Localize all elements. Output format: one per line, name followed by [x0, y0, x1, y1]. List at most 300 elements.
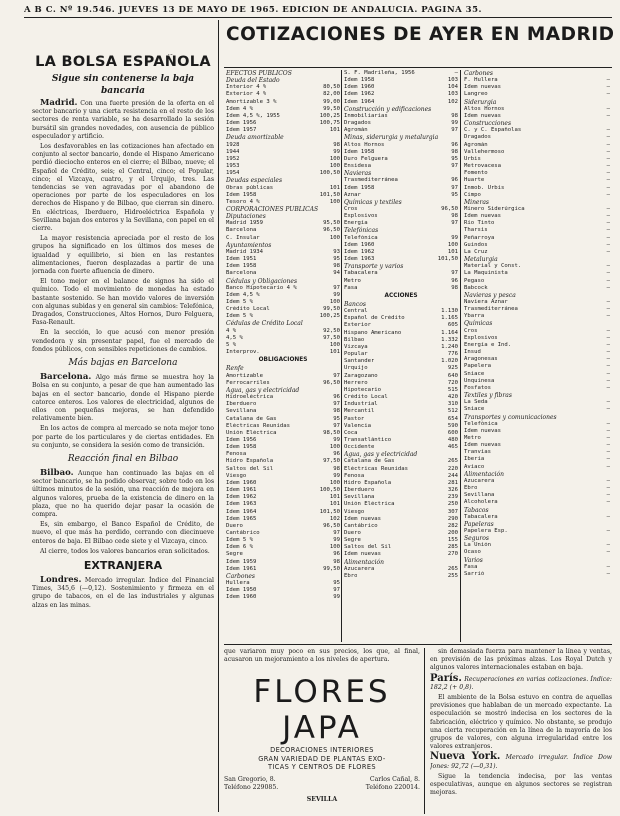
- quote-value: 97,50: [323, 334, 340, 341]
- quote-name: F. Hullera: [464, 77, 498, 84]
- quote-value: 97: [333, 530, 340, 536]
- quote-name: Idem 5 %: [226, 313, 253, 320]
- quote-value: 98: [451, 284, 458, 291]
- quote-name: Alcoholera: [464, 499, 498, 506]
- quote-value: —: [606, 542, 610, 549]
- quote-value: 100: [329, 544, 340, 551]
- quote-name: Inmobiliarias: [344, 112, 388, 119]
- quote-row: [344, 401, 458, 408]
- quote-name: Idem 1958: [344, 184, 375, 191]
- quote-value: 96,50: [323, 227, 340, 234]
- quote-row: [344, 466, 458, 473]
- quote-name: Fosfatos: [464, 384, 491, 391]
- quote-row: [226, 416, 340, 423]
- quote-row: [226, 235, 340, 242]
- quote-row: [464, 299, 610, 306]
- quote-name: Hidro Española: [226, 458, 274, 465]
- quote-value: 100: [329, 299, 340, 305]
- quote-row: [226, 523, 340, 530]
- quote-value: 720: [447, 379, 458, 386]
- quote-row: [464, 278, 610, 285]
- section-heading: Bancos: [344, 301, 366, 308]
- quote-row: [226, 342, 340, 349]
- quote-name: 1944: [226, 148, 240, 155]
- quote-name: Ocaso: [464, 549, 481, 556]
- quote-value: 97,50: [323, 458, 340, 465]
- quote-name: Transatlántico: [344, 436, 392, 443]
- paragraph: Los desfavorables en las cotizaciones han afectado en conjunto al sector bancario, donde el Hispano Americano perdió dieciocho enteros en el cierre; el Bilbao, nueve; el Español de Crédito, seis; el Central, cinco; el Popular, cinco; el Vizcaya, cuatro, y el Urquijo, tres. Las tendencias se ven agravadas por el abandono de operaciones por parte de los especuladores en los derechos de Hispano y de Bilbao, que cierran sin dinero. En eléctricas, Iberduero, Hidroeléctrica Española y Sevillana bajan dos enteros y la Sevillana, con papel en el cierre.: [32, 143, 214, 233]
- quote-name: 5 %: [226, 341, 237, 348]
- barcelona-heading: Más bajas en Barcelona: [68, 358, 178, 369]
- quote-row: [344, 516, 458, 523]
- quote-row: [464, 435, 610, 442]
- quote-value: 605: [447, 322, 458, 329]
- quote-name: 1952: [226, 155, 240, 162]
- quote-row: [344, 523, 458, 530]
- quote-value: 99,50: [323, 565, 340, 572]
- quote-name: Babcock: [464, 284, 488, 291]
- cotizaciones-title: COTIZACIONES DE AYER EN MADRID: [226, 24, 615, 45]
- quote-name: Huarte: [464, 177, 485, 184]
- quote-name: Aragonesas: [464, 356, 498, 363]
- quote-row: [226, 473, 340, 480]
- quote-value: 98: [333, 408, 340, 415]
- quote-name: Telefónica: [464, 420, 498, 427]
- quote-name: Fenosa: [226, 451, 247, 458]
- quote-name: Ebro: [344, 572, 358, 579]
- quote-name: Idem 1962: [344, 248, 375, 255]
- quote-name: Langreo: [464, 91, 488, 98]
- quote-row: [464, 77, 610, 84]
- ad-lead-text: que variaron muy poco en sus precios, los que, al final, acusaron un mejoramiento a los niveles de apertura.: [224, 648, 420, 663]
- quote-value: 98: [333, 465, 340, 472]
- section-heading: Telefónicas: [344, 227, 379, 235]
- quote-value: —: [606, 134, 610, 141]
- quote-name: Explosivos: [464, 334, 498, 341]
- quote-row: [226, 313, 340, 320]
- quote-value: 104: [447, 84, 458, 91]
- paragraph: Sigue la tendencia indecisa, por las ventas especulativas, aunque en algunos sectores se registran mejoras.: [430, 772, 612, 797]
- quote-name: Trasmediterránea: [464, 306, 518, 313]
- quote-name: Idem 1958: [226, 444, 257, 451]
- quote-value: —: [606, 313, 610, 320]
- quote-value: —: [606, 163, 610, 170]
- quote-value: 100: [329, 341, 340, 348]
- quote-value: —: [606, 170, 610, 177]
- quote-name: Idem 1958: [344, 148, 375, 155]
- quote-value: 101,50: [437, 256, 458, 263]
- quote-name: Idem 1956: [226, 436, 257, 443]
- quote-name: Idem 1950: [226, 587, 257, 594]
- quote-value: 99,50: [323, 306, 340, 313]
- quote-value: —: [606, 449, 610, 456]
- quote-row: [464, 385, 610, 392]
- quote-value: 96: [451, 177, 458, 184]
- quote-row: [344, 487, 458, 494]
- quote-name: Trasmediterránea: [344, 177, 398, 184]
- quote-name: Vizcaya: [344, 343, 368, 350]
- quote-row: [344, 365, 458, 372]
- quote-name: Mercantil: [344, 408, 375, 415]
- paragraph: sin demasiada fuerza para mantener la línea y ventas, en previsión de las próximas alzas. Los Royal Dutch y algunos valores internacionales estaban en baja.: [430, 648, 612, 672]
- section-heading: CORPORACIONES PUBLICAS: [226, 205, 319, 213]
- barcelona-paragraph: Barcelona. Algo más firme se muestra hoy la Bolsa en su conjunto, a pesar de que han aumentado las bajas en el sector bancario, donde el Hispano pierde catorce enteros. Los valores de electricidad, algunos de ellos con pequeñas mejoras, se han defendido relativamente bien.: [32, 372, 214, 423]
- quote-name: Papelera: [464, 363, 491, 370]
- quote-row: [226, 437, 340, 444]
- quote-row: [464, 371, 610, 378]
- quote-name: Fasa: [344, 284, 358, 291]
- quote-row: [344, 509, 458, 516]
- quote-row: [226, 256, 340, 263]
- quote-value: 1.130: [441, 308, 458, 315]
- quote-value: 99: [333, 436, 340, 443]
- quote-row: [226, 516, 340, 523]
- quote-row: [344, 177, 458, 184]
- quote-value: 96,50: [323, 379, 340, 386]
- quote-value: —: [606, 248, 610, 255]
- quote-value: 101,50: [319, 508, 340, 515]
- quote-value: 101: [447, 248, 458, 255]
- quote-row: [344, 473, 458, 480]
- quote-row: [226, 394, 340, 401]
- acciones-heading: ACCIONES: [384, 292, 418, 299]
- obligaciones-heading: OBLIGACIONES: [258, 357, 308, 364]
- quote-name: Valencia: [344, 422, 371, 429]
- quote-row: [344, 242, 458, 249]
- quote-value: —: [606, 306, 610, 313]
- quote-row: [344, 530, 458, 537]
- paris-city: París.: [430, 672, 462, 684]
- quote-row: [344, 120, 458, 127]
- quote-value: —: [606, 456, 610, 463]
- quote-value: 590: [447, 422, 458, 429]
- quote-row: [226, 401, 340, 408]
- quote-row: [344, 373, 458, 380]
- quote-value: 239: [447, 494, 458, 501]
- quote-value: —: [606, 91, 610, 98]
- section-heading: Carbones: [464, 70, 493, 77]
- quote-name: Hidro Española: [344, 479, 392, 486]
- section-heading: Construcción y edificaciones: [344, 105, 432, 113]
- quote-name: Segre: [226, 551, 243, 558]
- quote-value: —: [606, 277, 610, 284]
- quote-name: Idem nuevas: [464, 213, 502, 220]
- ad-line: TICAS Y CENTROS DE FLORES: [268, 763, 376, 771]
- quote-value: —: [606, 363, 610, 370]
- quote-name: Río Tinto: [464, 220, 495, 227]
- quote-row: [464, 421, 610, 428]
- quote-value: —: [606, 84, 610, 91]
- quote-name: Tabacalera: [344, 270, 378, 277]
- quote-value: 95: [333, 256, 340, 263]
- section-heading: Tabacos: [464, 506, 489, 514]
- quote-name: Fenosa: [344, 472, 365, 479]
- ad-line: GRAN VARIEDAD DE PLANTAS EXO-: [258, 754, 386, 763]
- quote-name: Occidente: [344, 444, 375, 451]
- quote-name: Naviera Aznar: [464, 299, 508, 305]
- quote-row: [464, 213, 610, 220]
- quotes-bottom-rule: [224, 644, 612, 645]
- quote-name: Madrid 1934: [226, 248, 264, 255]
- quote-value: 250: [447, 501, 458, 508]
- quote-name: Sevillana: [226, 408, 257, 415]
- quote-name: Idem 1958: [344, 77, 375, 84]
- quote-value: —: [606, 263, 610, 270]
- quote-value: 200: [447, 530, 458, 536]
- quote-row: [226, 444, 340, 451]
- quote-row: [344, 256, 458, 263]
- quote-name: Dragados: [344, 120, 371, 127]
- quote-name: Duero: [226, 522, 243, 529]
- quote-value: —: [606, 492, 610, 499]
- quote-row: [226, 544, 340, 551]
- paragraph: Es, sin embargo, el Banco Español de Crédito, de nuevo, el que más ha perdido, cerrando con diecinueve enteros de baja. El Bilbao cede siete y el Vizcaya, cinco.: [32, 521, 214, 545]
- quote-name: La Unión: [464, 542, 491, 549]
- quote-value: 282: [447, 522, 458, 529]
- quote-row: [344, 408, 458, 415]
- quote-value: —: [606, 356, 610, 363]
- section-heading: EFECTOS PUBLICOS: [226, 70, 292, 77]
- quote-row: [226, 199, 340, 206]
- quote-row: [344, 142, 458, 149]
- quote-name: Urquijo: [344, 365, 368, 372]
- bolsa-column: [32, 54, 214, 814]
- quote-row: [226, 220, 340, 227]
- quote-row: [464, 428, 610, 435]
- quote-row: [464, 227, 610, 234]
- quote-value: 270: [447, 551, 458, 558]
- paris-paragraph: París. Recuperaciones en varias cotizaciones. Índice: 182,2 (+ 0,8).: [430, 672, 612, 691]
- quote-name: Interprov.: [226, 349, 260, 356]
- quote-name: Azucarera: [344, 565, 375, 572]
- quote-row: [464, 106, 610, 113]
- quote-name: Catalana de Gas: [344, 458, 395, 465]
- quote-name: Iberduero: [344, 487, 375, 494]
- quote-value: 654: [447, 415, 458, 422]
- quote-row: [344, 480, 458, 487]
- quote-row: [344, 113, 458, 120]
- section-heading: Alimentación: [344, 558, 385, 566]
- quote-row: [464, 542, 610, 549]
- quote-value: 96: [333, 551, 340, 558]
- quote-name: Catalana de Gas: [226, 415, 277, 422]
- quote-name: Industrial: [344, 401, 378, 408]
- quote-row: [226, 494, 340, 501]
- londres-city: Londres.: [40, 574, 82, 585]
- quote-row: [226, 299, 340, 306]
- quote-name: Ensidesa: [344, 163, 371, 170]
- quote-name: Agromán: [344, 127, 368, 134]
- quote-row: [464, 170, 610, 177]
- quote-value: 265: [447, 458, 458, 465]
- quote-value: 101: [329, 501, 340, 508]
- quote-value: 99: [451, 234, 458, 241]
- quote-name: Barcelona: [226, 270, 257, 277]
- quote-name: Idem 1960: [226, 594, 257, 601]
- quote-value: 1.020: [441, 358, 458, 365]
- quote-row: [464, 399, 610, 406]
- quote-name: Ferrocarriles: [226, 379, 270, 386]
- quote-value: —: [606, 155, 610, 162]
- quote-row: [344, 380, 458, 387]
- quote-name: La Maquinista: [464, 270, 508, 277]
- quote-value: —: [606, 485, 610, 492]
- quote-row: [464, 235, 610, 242]
- quote-name: Madrid 1959: [226, 220, 264, 227]
- quote-row: [344, 537, 458, 544]
- quote-name: Hullera: [226, 580, 250, 587]
- quote-row: [226, 487, 340, 494]
- paragraph: La mayor resistencia apreciada por el resto de los grupos ha significado en los últimos dos meses de igualdad y equilibrio, si bien en las restantes alimentaciones, fueron desplazadas a partir de una jornada con fuerte afluencia de dinero.: [32, 235, 214, 276]
- quote-row: [226, 285, 340, 292]
- quote-value: 95: [451, 191, 458, 198]
- quote-value: 97: [333, 587, 340, 594]
- quote-row: [344, 70, 458, 77]
- quote-row: [344, 458, 458, 465]
- quote-name: Idem 1963: [226, 501, 257, 508]
- quote-row: [344, 430, 458, 437]
- quote-name: Metro: [464, 434, 481, 441]
- quote-name: Idem 1958: [226, 191, 257, 198]
- quote-value: 95: [333, 415, 340, 422]
- quote-name: Obras públicas: [226, 184, 274, 191]
- quote-value: —: [606, 370, 610, 377]
- quote-value: 97: [451, 163, 458, 170]
- quote-row: [464, 342, 610, 349]
- quote-name: Popular: [344, 351, 368, 358]
- ad-logo: FLORES JAPA: [253, 674, 391, 746]
- quote-name: Idem 1958: [226, 263, 257, 270]
- quote-row: [344, 249, 458, 256]
- quote-row: [226, 106, 340, 113]
- madrid-city: Madrid.: [40, 98, 78, 108]
- quote-row: [344, 330, 458, 337]
- quote-row: [344, 278, 458, 285]
- section-heading: Mineras: [464, 198, 490, 206]
- quote-value: 97: [451, 184, 458, 191]
- quote-name: Idem 6 %: [226, 544, 253, 551]
- quote-row: [344, 387, 458, 394]
- quote-name: Tesoro 4 %: [226, 198, 260, 205]
- quote-name: Idem 1960: [344, 241, 375, 248]
- quote-name: Crédito Local: [344, 394, 388, 401]
- quote-name: Idem nuevas: [344, 515, 382, 522]
- quote-row: [464, 456, 610, 463]
- section-heading: Agua, gas y electricidad: [226, 386, 300, 394]
- quote-value: 255: [447, 572, 458, 579]
- section-heading: Carbones: [226, 572, 255, 580]
- quote-value: —: [454, 70, 458, 76]
- bolsa-title: LA BOLSA ESPAÑOLA: [35, 54, 211, 70]
- quote-row: [226, 458, 340, 465]
- quote-name: Saltos del Sil: [344, 544, 392, 551]
- quote-row: [464, 349, 610, 356]
- quote-value: 100,25: [319, 313, 340, 320]
- quote-value: 925: [447, 365, 458, 372]
- quote-name: Papelera Esp.: [464, 528, 508, 534]
- quote-value: 155: [447, 537, 458, 544]
- quote-value: —: [606, 141, 610, 148]
- quote-name: Idem nuevas: [464, 84, 502, 91]
- quote-row: [226, 263, 340, 270]
- quote-value: —: [606, 213, 610, 220]
- quote-value: —: [606, 77, 610, 84]
- quote-value: 776: [447, 351, 458, 358]
- quote-name: Duro Felguera: [344, 155, 388, 162]
- quote-row: [464, 356, 610, 363]
- quote-value: 96: [451, 277, 458, 284]
- quote-name: Idem 1964: [344, 98, 375, 105]
- quote-name: Idem 1962: [344, 91, 375, 98]
- quote-row: [464, 91, 610, 98]
- quote-value: 96: [333, 451, 340, 458]
- section-heading: Navieras: [344, 170, 372, 178]
- quote-value: 92,50: [323, 327, 340, 334]
- quote-name: Ebro: [464, 485, 478, 492]
- quote-name: Central: [344, 308, 368, 315]
- quote-row: [464, 249, 610, 256]
- quote-value: 101: [329, 494, 340, 501]
- quote-value: 326: [447, 487, 458, 494]
- section-heading: Químicas: [464, 320, 493, 328]
- quote-value: 99: [333, 148, 340, 155]
- section-heading: Renfe: [226, 365, 244, 373]
- section-heading: Varios: [464, 556, 483, 564]
- quote-value: 1.240: [441, 343, 458, 350]
- quote-row: [464, 285, 610, 292]
- quote-name: Segre: [344, 537, 361, 544]
- quote-value: 99: [333, 472, 340, 479]
- quote-value: —: [606, 184, 610, 191]
- quote-name: Sevillana: [344, 494, 375, 501]
- bolsa-subtitle: Sigue sin contenerse la baja bancaria: [51, 74, 195, 96]
- quote-value: —: [606, 299, 610, 305]
- quote-row: [464, 149, 610, 156]
- quote-value: 98: [333, 141, 340, 148]
- quote-row: [344, 444, 458, 451]
- quote-name: Idem nuevas: [464, 442, 502, 449]
- quote-row: [344, 344, 458, 351]
- page-header: A B C. Nº 19.546. JUEVES 13 DE MAYO DE 1965. EDICION DE ANDALUCIA. PAGINA 35.: [24, 5, 482, 15]
- quote-row: [464, 127, 610, 134]
- quote-row: [344, 544, 458, 551]
- quote-row: [226, 380, 340, 387]
- quote-value: —: [606, 270, 610, 277]
- quote-name: Zaragozano: [344, 372, 378, 379]
- quote-row: [464, 206, 610, 213]
- quote-name: Cros: [464, 327, 478, 334]
- quote-row: [464, 156, 610, 163]
- section-heading: Deudas especiales: [226, 177, 283, 185]
- quote-name: Eléctricas Reunidas: [226, 422, 290, 429]
- quote-value: —: [606, 127, 610, 134]
- quote-name: La Seda: [464, 399, 488, 406]
- quote-value: 100,75: [319, 120, 340, 127]
- quote-value: 100,25: [319, 112, 340, 119]
- quote-row: [344, 220, 458, 227]
- quote-name: Urbis: [464, 155, 481, 162]
- quote-value: 1.165: [441, 315, 458, 322]
- quote-value: —: [606, 148, 610, 155]
- column-divider-left: [218, 20, 219, 812]
- quote-value: 465: [447, 444, 458, 451]
- quote-row: [226, 113, 340, 120]
- section-heading: Alimentación: [464, 470, 505, 478]
- quote-name: Idem 1962: [226, 494, 257, 501]
- quote-name: Idem 5 %: [226, 299, 253, 305]
- quote-value: 101: [329, 127, 340, 134]
- quote-value: —: [606, 205, 610, 212]
